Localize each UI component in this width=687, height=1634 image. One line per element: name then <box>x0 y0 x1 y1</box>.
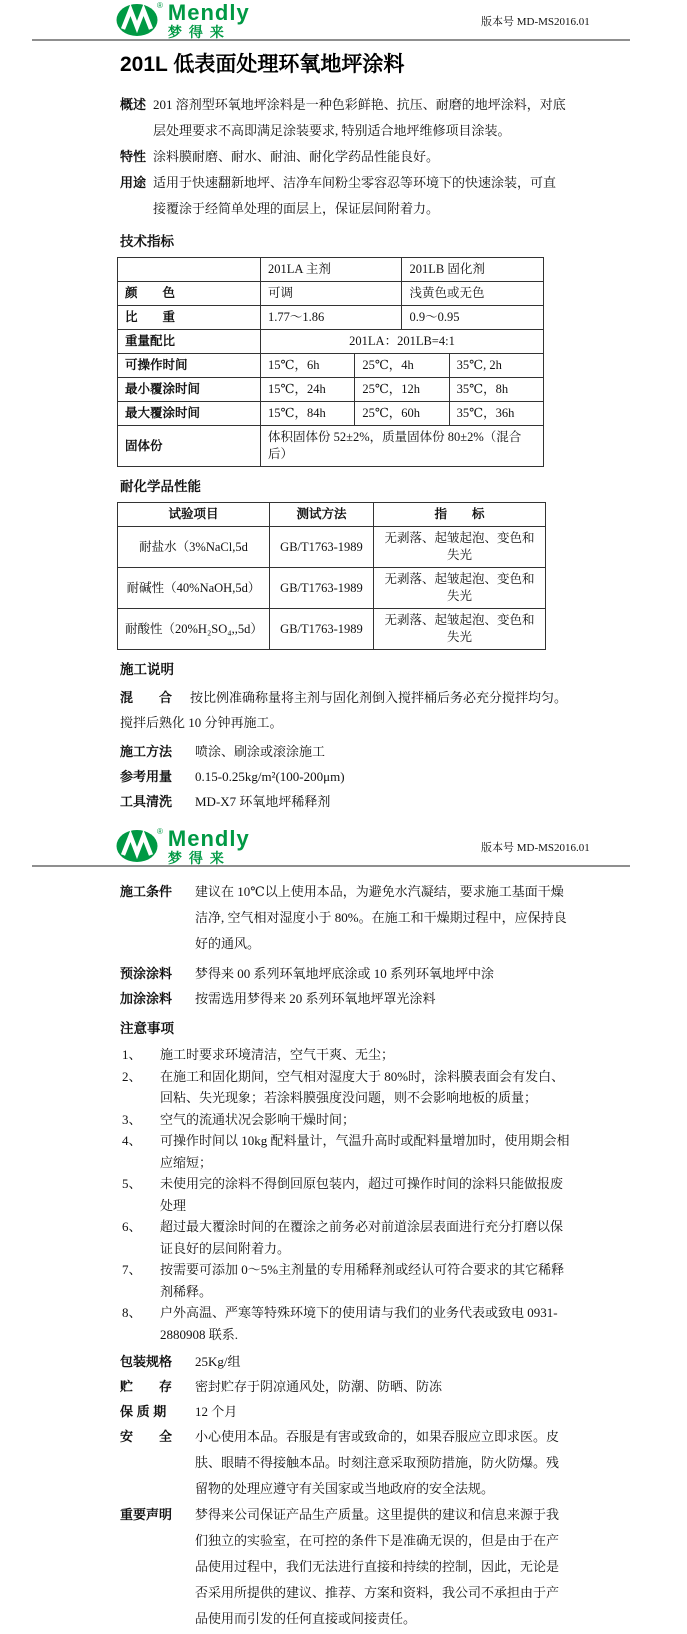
note-number: 3、 <box>122 1111 142 1127</box>
chem-header-method: 测试方法 <box>270 503 374 527</box>
page2-header <box>0 826 687 867</box>
dosage-row <box>120 764 567 789</box>
note-number: 5、 <box>122 1176 142 1191</box>
package-text: 25Kg/组 <box>195 1354 241 1369</box>
note-text: 按需要可添加 0～5%主剂量的专用稀释剂或经认可符合要求的其它稀释剂稀释。 <box>160 1262 565 1299</box>
topcoat-text: 按需选用梦得来 20 系列环氧地坪罩光涂料 <box>195 991 436 1006</box>
note-number: 2、 <box>122 1068 142 1084</box>
chem-acid-method: GB/T1763-1989 <box>270 609 374 650</box>
table-row <box>118 378 544 402</box>
note-number: 1、 <box>122 1047 142 1062</box>
note-text: 在施工和固化期间，空气相对湿度大于 80%时，涂料膜表面会有发白、回粘、失光现象；若涂料膜强度没问题，则不会影响地板的质量； <box>160 1068 565 1105</box>
chem-acid-item: 耐酸性（20%H₂SO₄,,5d） <box>118 609 270 650</box>
tech-minre-35: 35℃，8h <box>449 378 543 402</box>
tech-color-a: 可调 <box>261 282 402 306</box>
note-text: 施工时要求环境清洁，空气干爽、无尘； <box>160 1047 395 1062</box>
table-row <box>118 258 544 282</box>
version-label: 版本号 MD-MS2016.01 <box>481 16 590 28</box>
statement-row <box>120 1502 567 1632</box>
usage-label: 用途 <box>120 175 147 190</box>
precoat-label: 预涂涂料 <box>120 966 173 981</box>
header-rule <box>32 39 630 41</box>
mixing-text: 按比例准确称量将主剂与固化剂倒入搅拌桶后务必充分搅拌均匀。搅拌后熟化 10 分钟再施工。 <box>120 690 568 730</box>
tech-heading: 技术指标 <box>120 234 174 249</box>
topcoat-row <box>120 986 567 1011</box>
chem-table <box>117 502 546 650</box>
note-number: 4、 <box>122 1133 142 1148</box>
tech-minre-label: 最小覆涂时间 <box>118 378 261 402</box>
mendly-ellipse-m-icon <box>116 2 160 38</box>
chem-acid-index: 无剥落、起皱起泡、变色和失光 <box>374 609 546 650</box>
table-row <box>118 426 544 467</box>
note-item-1 <box>122 1044 570 1066</box>
table-row <box>118 354 544 378</box>
conditions-row <box>120 879 567 957</box>
safety-row <box>120 1424 567 1502</box>
feature-text: 涂料膜耐磨、耐水、耐油、耐化学药品性能良好。 <box>153 149 440 164</box>
tech-col-b-header: 201LB 固化剂 <box>402 258 544 282</box>
feature-label: 特性 <box>120 149 147 164</box>
brand-name-cn: 梦得来 <box>167 24 231 40</box>
table-row <box>118 306 544 330</box>
registered-mark: ® <box>157 827 163 836</box>
note-item-4 <box>122 1130 570 1173</box>
tech-minre-25: 25℃，12h <box>355 378 449 402</box>
note-item-5 <box>122 1173 570 1216</box>
table-row <box>118 503 546 527</box>
mendly-logo <box>116 828 250 865</box>
statement-label: 重要声明 <box>120 1507 173 1522</box>
page-title: 201L 低表面处理环氧地坪涂料 <box>120 53 405 76</box>
registered-mark: ® <box>157 1 163 10</box>
tech-ratio-value: 201LA：201LB=4:1 <box>261 330 544 354</box>
note-text: 可操作时间以 10kg 配料量计，气温升高时或配料量增加时，使用期会相应缩短； <box>160 1133 570 1170</box>
table-row <box>118 282 544 306</box>
brand-text <box>168 828 250 865</box>
cleaning-text: MD-X7 环氧地坪稀释剂 <box>195 794 331 809</box>
tech-table <box>117 257 544 467</box>
storage-text: 密封贮存于阴凉通风处，防潮、防晒、防冻 <box>195 1379 443 1394</box>
chem-salt-item: 耐盐水（3%NaCl,5d <box>118 527 270 568</box>
overview-row <box>120 92 567 144</box>
tech-color-label: 颜 色 <box>118 282 261 306</box>
cleaning-label: 工具清洗 <box>120 794 173 809</box>
tech-maxre-25: 25℃，60h <box>355 402 449 426</box>
overview-label: 概述 <box>120 97 147 112</box>
note-item-7 <box>122 1259 570 1302</box>
mendly-logo <box>116 2 250 39</box>
brand-name-cn: 梦得来 <box>167 850 231 866</box>
header-rule <box>32 865 630 867</box>
chem-salt-method: GB/T1763-1989 <box>270 527 374 568</box>
conditions-text: 建议在 10℃以上使用本品，为避免水汽凝结，要求施工基面干燥洁净, 空气相对湿度小于 80%。在施工和干燥期过程中，应保持良好的通风。 <box>195 884 567 951</box>
tech-minre-15: 15℃，24h <box>261 378 355 402</box>
precoat-row <box>120 961 567 986</box>
apply-heading: 施工说明 <box>120 662 174 677</box>
tech-empty-header <box>118 258 261 282</box>
tech-maxre-15: 15℃，84h <box>261 402 355 426</box>
chem-heading: 耐化学品性能 <box>120 479 201 494</box>
tech-color-b: 浅黄色或无色 <box>402 282 544 306</box>
note-number: 8、 <box>122 1305 142 1320</box>
table-row <box>118 609 546 650</box>
tech-solids-value: 体积固体份 52±2%，质量固体份 80±2%（混合后） <box>261 426 544 467</box>
precoat-text: 梦得来 00 系列环氧地坪底涂或 10 系列环氧地坪中涂 <box>195 966 495 981</box>
table-row <box>118 527 546 568</box>
brand-name-en: Mendly <box>167 826 250 851</box>
chem-salt-index: 无剥落、起皱起泡、变色和失光 <box>374 527 546 568</box>
note-item-2 <box>122 1066 570 1109</box>
package-label: 包装规格 <box>120 1354 173 1369</box>
datasheet-page-1 <box>0 0 687 814</box>
note-item-3 <box>122 1109 570 1131</box>
shelf-life-row <box>120 1399 567 1424</box>
dosage-label: 参考用量 <box>120 769 173 784</box>
tech-ratio-label: 重量配比 <box>118 330 261 354</box>
chem-alkali-method: GB/T1763-1989 <box>270 568 374 609</box>
table-row <box>118 402 544 426</box>
method-row <box>120 739 567 764</box>
table-row <box>118 330 544 354</box>
tech-pot-25: 25℃，4h <box>355 354 449 378</box>
note-number: 7、 <box>122 1262 142 1277</box>
note-text: 户外高温、严寒等特殊环境下的使用请与我们的业务代表或致电 0931-2880908 联系. <box>160 1305 558 1342</box>
table-row <box>118 568 546 609</box>
tech-gravity-label: 比 重 <box>118 306 261 330</box>
tech-solids-label: 固体份 <box>118 426 261 467</box>
package-row <box>120 1349 567 1374</box>
tech-pot-label: 可操作时间 <box>118 354 261 378</box>
chem-alkali-item: 耐碱性（40%NaOH,5d） <box>118 568 270 609</box>
tech-pot-35: 35℃, 2h <box>449 354 543 378</box>
conditions-label: 施工条件 <box>120 884 173 899</box>
storage-row <box>120 1374 567 1399</box>
safety-text: 小心使用本品。吞服是有害或致命的，如果吞服应立即求医。皮肤、眼睛不得接触本品。时刻注意采取预防措施，防火防爆。残留物的处理应遵守有关国家或当地政府的安全法规。 <box>195 1429 560 1496</box>
chem-alkali-index: 无剥落、起皱起泡、变色和失光 <box>374 568 546 609</box>
safety-label: 安 全 <box>120 1429 173 1444</box>
method-text: 喷涂、刷涂或滚涂施工 <box>195 744 326 759</box>
mixing-paragraph <box>120 685 570 735</box>
version-label: 版本号 MD-MS2016.01 <box>481 842 590 854</box>
page1-header <box>0 0 687 41</box>
brand-text <box>168 2 250 39</box>
note-text: 未使用完的涂料不得倒回原包装内，超过可操作时间的涂料只能做报废处理 <box>160 1176 564 1213</box>
statement-text: 梦得来公司保证产品生产质量。这里提供的建议和信息来源于我们独立的实验室，在可控的条件下是准确无误的，但是由于在产品使用过程中，我们无法进行直接和持续的控制，因此，无论是否采用所提供的建议、推荐、方案和资料，我公司不承担由于产品使用而引发的任何直接或间接责任。 <box>195 1507 560 1626</box>
method-label: 施工方法 <box>120 744 173 759</box>
chem-header-item: 试验项目 <box>118 503 270 527</box>
tech-pot-15: 15℃，6h <box>261 354 355 378</box>
chem-header-index: 指 标 <box>374 503 546 527</box>
tech-gravity-b: 0.9～0.95 <box>402 306 544 330</box>
note-item-8 <box>122 1302 570 1345</box>
usage-row <box>120 170 567 222</box>
shelf-life-label: 保 质 期 <box>120 1404 167 1419</box>
notes-heading: 注意事项 <box>120 1021 174 1036</box>
usage-text: 适用于快速翻新地坪、洁净车间粉尘零容忍等环境下的快速涂装，可直接覆涂于经简单处理的面层上，保证层间附着力。 <box>153 175 557 216</box>
cleaning-row <box>120 789 567 814</box>
topcoat-label: 加涂涂料 <box>120 991 173 1006</box>
tech-col-a-header: 201LA 主剂 <box>261 258 402 282</box>
note-number: 6、 <box>122 1219 142 1234</box>
intro-section <box>120 92 567 222</box>
tech-maxre-label: 最大覆涂时间 <box>118 402 261 426</box>
tech-maxre-35: 35℃，36h <box>449 402 543 426</box>
storage-label: 贮 存 <box>120 1379 173 1394</box>
feature-row <box>120 144 567 170</box>
mendly-ellipse-m-icon <box>116 828 160 864</box>
shelf-life-text: 12 个月 <box>195 1404 238 1419</box>
datasheet-page-2 <box>0 826 687 1634</box>
dosage-text: 0.15-0.25kg/m²(100-200μm) <box>195 769 345 784</box>
mixing-label: 混 合 <box>120 690 173 705</box>
note-text: 超过最大覆涂时间的在覆涂之前务必对前道涂层表面进行充分打磨以保证良好的层间附着力。 <box>160 1219 564 1256</box>
tech-gravity-a: 1.77～1.86 <box>261 306 402 330</box>
note-item-6 <box>122 1216 570 1259</box>
note-text: 空气的流通状况会影响干燥时间； <box>160 1111 356 1127</box>
brand-name-en: Mendly <box>167 0 250 25</box>
overview-text: 201 溶剂型环氧地坪涂料是一种色彩鲜艳、抗压、耐磨的地坪涂料，对底层处理要求不高即满足涂装要求, 特别适合地坪维修项目涂装。 <box>153 97 566 138</box>
